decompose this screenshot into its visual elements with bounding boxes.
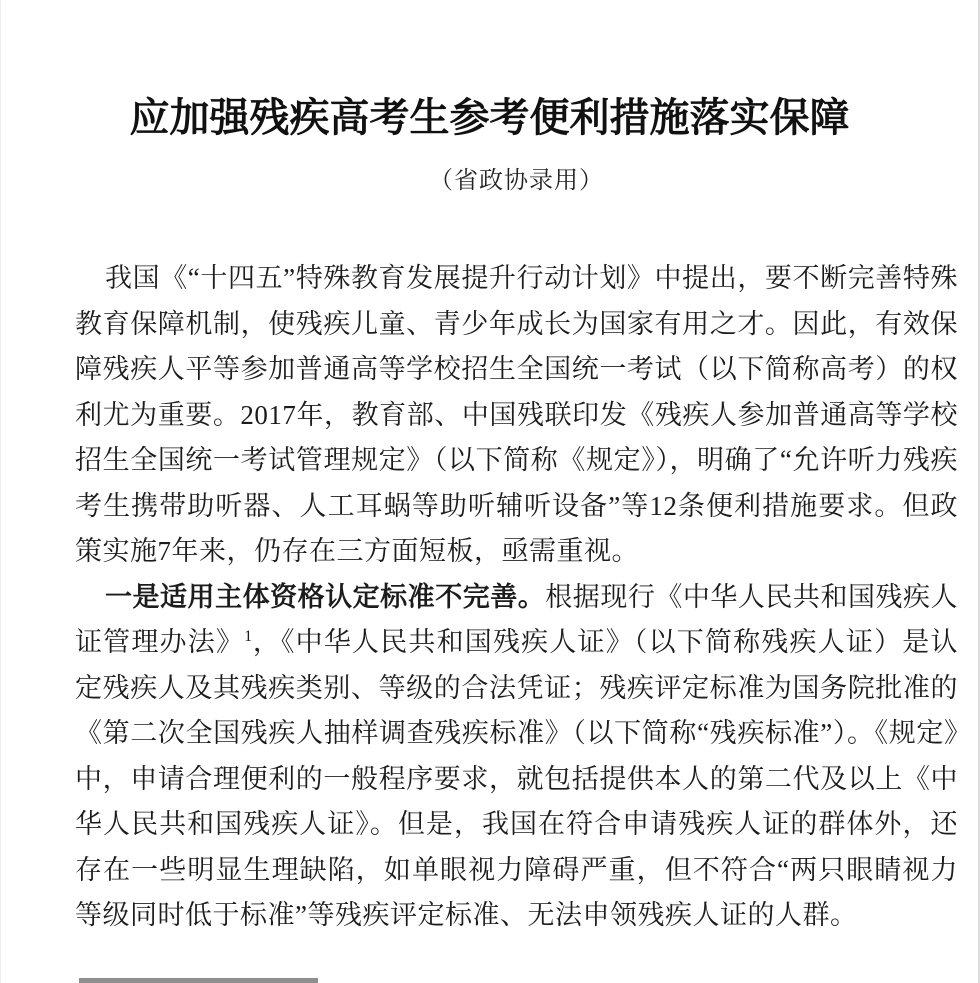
text-run: ，《中华人民共和国残疾人证》（以下简称残疾人证）是认定残疾人及其残疾类别、等级的合法凭证；残疾评定标准为国务院批准的《第二次全国残疾人抽样调查残疾标准》（以下简称“残疾标准”）。《规定》中，申请合理便利的一般程序要求，就包括提供本人的第二代及以上《中华人民共和国残疾人证》。但是，我国在符合申请残疾人证的群体外，还存在一些明显生理缺陷，如单眼视力障碍严重，但不符合“两只眼睛视力等级同时低于标准”等残疾评定标准、无法申领残疾人证的人群。 [75,627,958,930]
document-subtitle: （省政协录用） [429,168,604,194]
bold-text-run: 一是适用主体资格认定标准不完善。 [105,581,546,612]
text-run: 我国《“十四五”特殊教育发展提升行动计划》中提出，要不断完善特殊教育保障机制，使残疾儿童、青少年成长为国家有用之才。因此，有效保障残疾人平等参加普通高等学校招生全国统一考试（以下简称高考）的权利尤为重要。2017年，教育部、中国残联印发《残疾人参加普通高等学校招生全国统一考试管理规定》（以下简称《规定》），明确了“允许听力残疾考生携带助听器、人工耳蜗等助听辅听设备”等12条便利措施要求。但政策实施7年来，仍存在三方面短板，亟需重视。 [75,263,958,566]
footnote-separator [79,978,318,983]
paragraph [75,256,958,575]
document-title: 应加强残疾高考生参考便利措施落实保障 [129,96,850,140]
text-run: 根据现行《中华人民共和国残疾人证管理办法》 [75,581,959,657]
footnote-ref: 1 [244,628,253,645]
document-body [75,256,958,939]
paragraph [75,575,958,939]
document-subtitle-wrap [75,144,958,198]
